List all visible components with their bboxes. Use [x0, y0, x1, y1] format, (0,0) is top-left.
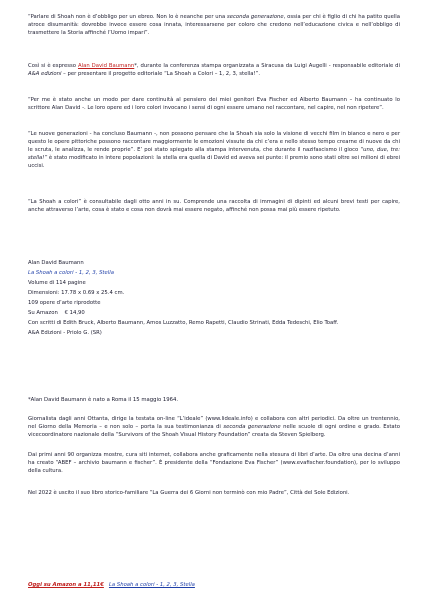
continuity-paragraph: “Per me è stato anche un modo per dare continuità al pensiero dei miei genitori Eva Fischer ed Alberto Baumann – ha continuato lo scrittore Alan David -. Le loro opere ed i loro colori invocano i sensi di ogni essere umano nel raccontare, nel capire, nel non ripetere”. — [28, 97, 400, 112]
bio-career-end: nelle scuole di ogni ordine e grado. Estato vicecoordinatore nazionale della “Survivors of the Shoah Visual History Foundation” creata da Steven Spielberg. — [28, 424, 400, 439]
book-title-link[interactable]: La Shoah a colori - 1, 2, 3, Stella — [28, 270, 114, 276]
bio-exhibitions: Dai primi anni 90 organizza mostre, cura siti internet, collabora anche graficamente nella stesura di libri d’arte. Da oltre una decina d’anni ha creato “ABEF – archivio baumann e fischer”. È presidente della “Fondazione Eva Fischer” (www.evafischer.foundation), per lo sviluppo della cultura. — [28, 452, 400, 475]
para2-text: *, durante la conferenza stampa organizzata a Siracusa da Luigi Augelli - responsabile editoriale di — [134, 63, 401, 69]
book-price-row — [28, 308, 400, 318]
intro-italic: seconda generazione — [227, 14, 284, 20]
book-works: 109 opere d’arte riprodotte — [28, 300, 101, 306]
amazon-offer-link[interactable]: Oggi su Amazon a 11,11€ — [28, 582, 104, 588]
press-conference-paragraph — [28, 62, 400, 78]
para2-pre: Così si è espresso — [28, 63, 78, 69]
publisher-italic: A&A edizioni — [28, 71, 62, 78]
author-link[interactable]: Alan David Baumann — [77, 63, 135, 69]
bio-latest-book: Nel 2022 è uscito il suo libro storico-familiare “La Guerra dei 6 Giorni non terminò con mio Padre”, Città del Sole Edizioni. — [28, 490, 350, 496]
bio-career-text: Giornalista dagli anni Ottanta, dirige la testata on-line “L’ideale” (www.lideale.info) e collabora con altri periodici. Da oltre un trentennio, nel Giorno della Memoria – e non solo – porta la sua testimonianza di — [28, 416, 400, 431]
intro-quote — [28, 13, 400, 37]
bio-career — [28, 415, 400, 439]
book-price: € 14,90 — [64, 310, 85, 316]
game-italic: “uno, due, tre: stella!” — [28, 147, 400, 162]
book-contributors: Con scritti di Edith Bruck, Alberto Baumann, Amos Luzzatto, Remo Rapetti, Claudio Strinati, Edda Tedeschi, Elio Toaff. — [28, 320, 339, 326]
bio-birth: *Alan David Baumann è nato a Roma il 15 maggio 1964. — [28, 397, 179, 403]
intro-text-2: , ossia per chi è figlio di chi ha patito quella atroce disumanità: dovrebbe invece essere cosa innata, interessarsene per coloro che credono nell’educazione civica e nell’obbligo di trasmettere la Storia affinché l’Uomo impari”. — [28, 14, 401, 37]
book-author: Alan David Baumann — [28, 260, 84, 266]
para4-end: è stato modificato in intere popolazioni: la stella era quella di David ed aveva sei punte: il premio sono stati oltre sei milioni di ebrei uccisi. — [28, 155, 400, 170]
book-description-paragraph: “La Shoah a colori” è consultabile dagli otto anni in su. Comprende una raccolta di immagini di dipinti ed alcuni brevi testi per capire, anche attraverso l’arte, cosa è stato e cosa non dovrà mai essere negato, affinché non possa mai più essere ripetuto. — [28, 199, 400, 214]
promo-title-link[interactable]: La Shoah a colori - 1, 2, 3, Stella — [108, 582, 195, 588]
intro-text-1: “Parlare di Shoah non è d’obbligo per un ebreo. Non lo è neanche per una — [28, 14, 227, 20]
book-dimensions: Dimensioni: 17.78 x 0.69 x 25.4 cm. — [28, 290, 125, 296]
new-generations-paragraph — [28, 130, 400, 170]
para2-end: – per presentare il progetto editoriale “La Shoah a Colori – 1, 2, 3, stella!”. — [61, 71, 261, 78]
book-volume: Volume di 114 pagine — [28, 280, 86, 286]
para4-text: “Le nuove generazioni - ha concluso Baumann -, non possono pensare che la Shoah sia solo la visione di vecchi film in bianco e nero e per questo le opere pittoriche possono raccontare maggiormente le emozioni vissute da chi c’era e nello stesso tempo crearne di nuove da chi le scruta, le analizza, le rende proprie”. E’ poi stato spiegato alla stampa intervenuta, che durante il nazifascismo il gioco — [28, 131, 400, 154]
amazon-promo — [28, 581, 400, 589]
book-details — [28, 258, 400, 338]
book-edition: A&A Edizioni - Priolo G. (SR) — [28, 330, 102, 336]
amazon-label: Su Amazon — [28, 310, 58, 316]
bio-career-italic: seconda generazione — [223, 424, 281, 431]
